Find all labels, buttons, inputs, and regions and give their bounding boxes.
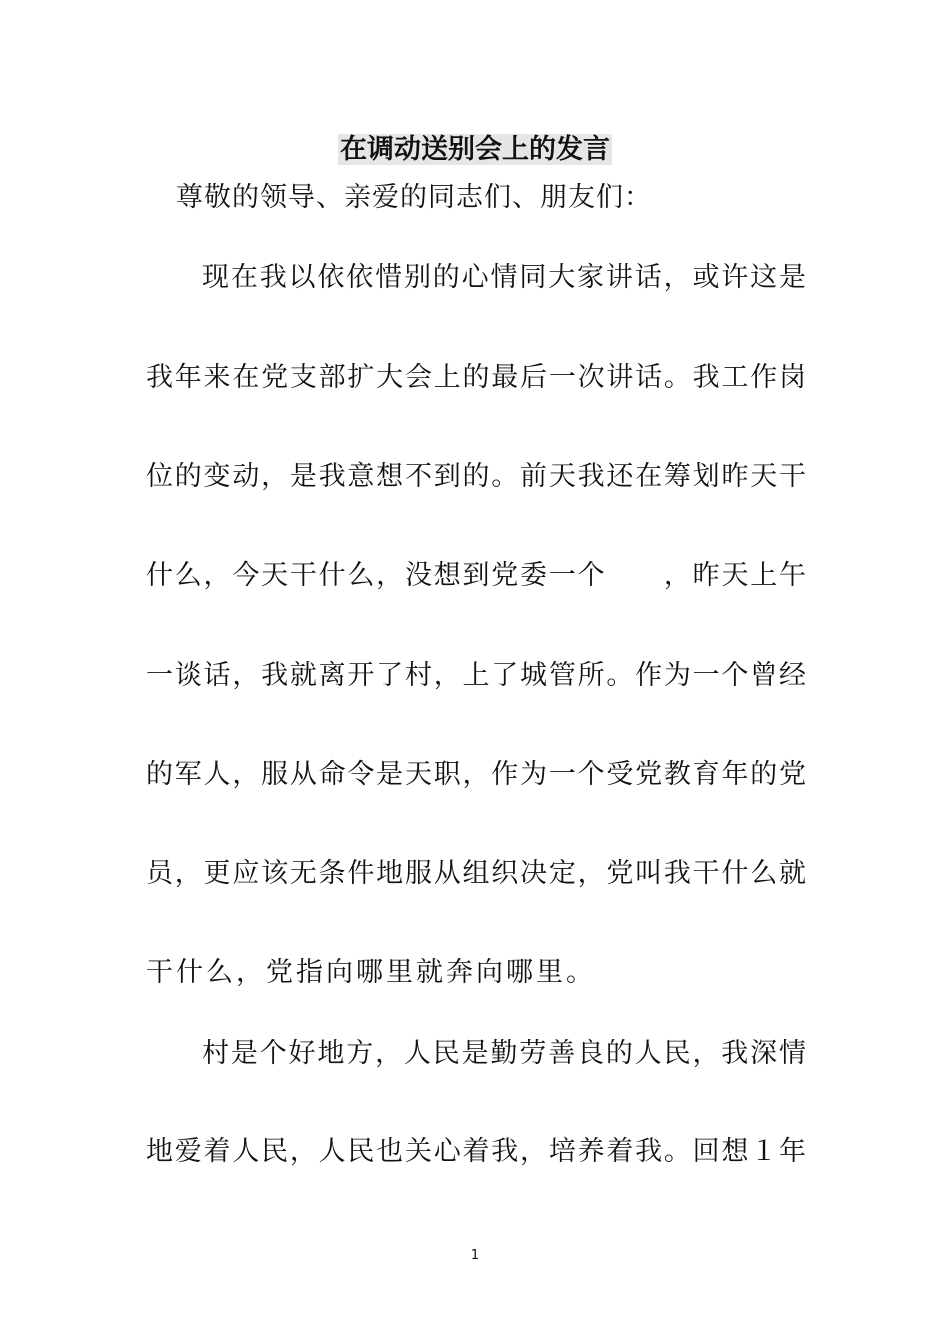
paragraph-line: 地爱着人民，人民也关心着我，培养着我。回想１年 [146, 1136, 806, 1167]
paragraph-line: 一谈话，我就离开了村，上了城管所。作为一个曾经 [146, 660, 806, 691]
paragraph-line: 现在我以依依惜别的心情同大家讲话，或许这是 [202, 262, 806, 293]
paragraph-line: 村是个好地方，人民是勤劳善良的人民，我深情 [202, 1038, 806, 1069]
paragraph-line: 什么，今天干什么，没想到党委一个 ，昨天上午 [146, 560, 806, 591]
paragraph-line: 位的变动，是我意想不到的。前天我还在筹划昨天干 [146, 461, 806, 492]
document-title [0, 130, 950, 170]
salutation: 尊敬的领导、亲爱的同志们、朋友们： [176, 182, 652, 213]
title-text: 在调动送别会上的发言 [340, 134, 610, 165]
paragraph-line: 的军人，服从命令是天职，作为一个受党教育年的党 [146, 759, 806, 790]
paragraph-line: 员，更应该无条件地服从组织决定，党叫我干什么就 [146, 858, 806, 889]
page-number: 1 [470, 1248, 480, 1263]
paragraph-line: 干什么，党指向哪里就奔向哪里。 [146, 957, 596, 988]
paragraph-line: 我年来在党支部扩大会上的最后一次讲话。我工作岗 [146, 362, 806, 393]
